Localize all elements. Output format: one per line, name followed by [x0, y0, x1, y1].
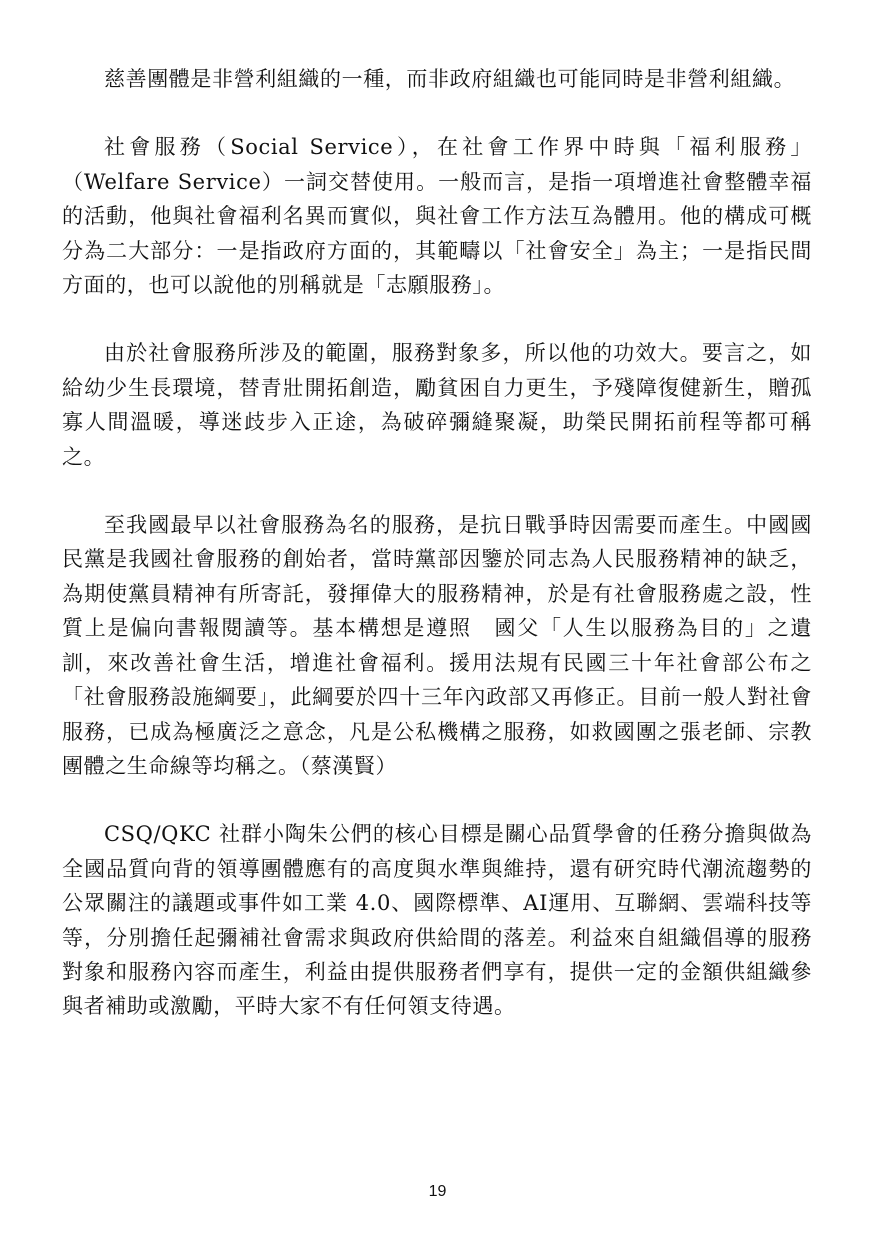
paragraph-social-service-scope: 由於社會服務所涉及的範圍，服務對象多，所以他的功效大。要言之，如給幼少生長環境，替青壯開拓創造，勵貧困自力更生，予殘障復健新生，贈孤寡人間溫暖，導迷歧步入正途，為破碎彌縫聚凝，助榮民開拓前程等都可稱之。 [62, 341, 812, 469]
page-number: 19 [428, 1183, 447, 1200]
paragraph-social-service-history: 至我國最早以社會服務為名的服務，是抗日戰爭時因需要而產生。中國國民黨是我國社會服務的創始者，當時黨部因鑒於同志為人民服務精神的缺乏，為期使黨員精神有所寄託，發揮偉大的服務精神，於是有社會服務處之設，性質上是偏向書報閱讀等。基本構想是遵照 國父「人生以服務為目的」之遺訓，來改善社會生活，增進社會福利。援用法規有民國三十年社會部公布之「社會服務設施綱要」，此綱要於四十三年內政部又再修正。目前一般人對社會服務，已成為極廣泛之意念，凡是公私機構之服務，如救國團之張老師、宗教團體之生命線等均稱之。（蔡漢賢） [62, 513, 812, 778]
paragraph-social-service-definition: 社會服務（Social Service），在社會工作界中時與「福利服務」（Welfare Service）一詞交替使用。一般而言，是指一項增進社會整體幸福的活動，他與社會福利名異而實似，與社會工作方法互為體用。他的構成可概分為二大部分：一是指政府方面的，其範疇以「社會安全」為主；一是指民間方面的，也可以說他的別稱就是「志願服務」。 [62, 135, 812, 298]
paragraph-charity: 慈善團體是非營利組織的一種，而非政府組織也可能同時是非營利組織。 [104, 67, 796, 91]
paragraph-csq-qkc: CSQ/QKC 社群小陶朱公們的核心目標是關心品質學會的任務分擔與做為全國品質向背的領導團體應有的高度與水準與維持，還有研究時代潮流趨勢的公眾關注的議題或事件如工業 4.0、國際標準、AI運用、互聯網、雲端科技等等，分別擔任起彌補社會需求與政府供給間的落差。利益來自組織倡導的服務對象和服務內容而產生，利益由提供服務者們享有，提供一定的金額供組織參與者補助或激勵，平時大家不有任何領支待遇。 [62, 822, 812, 1019]
document-body [62, 62, 812, 1024]
